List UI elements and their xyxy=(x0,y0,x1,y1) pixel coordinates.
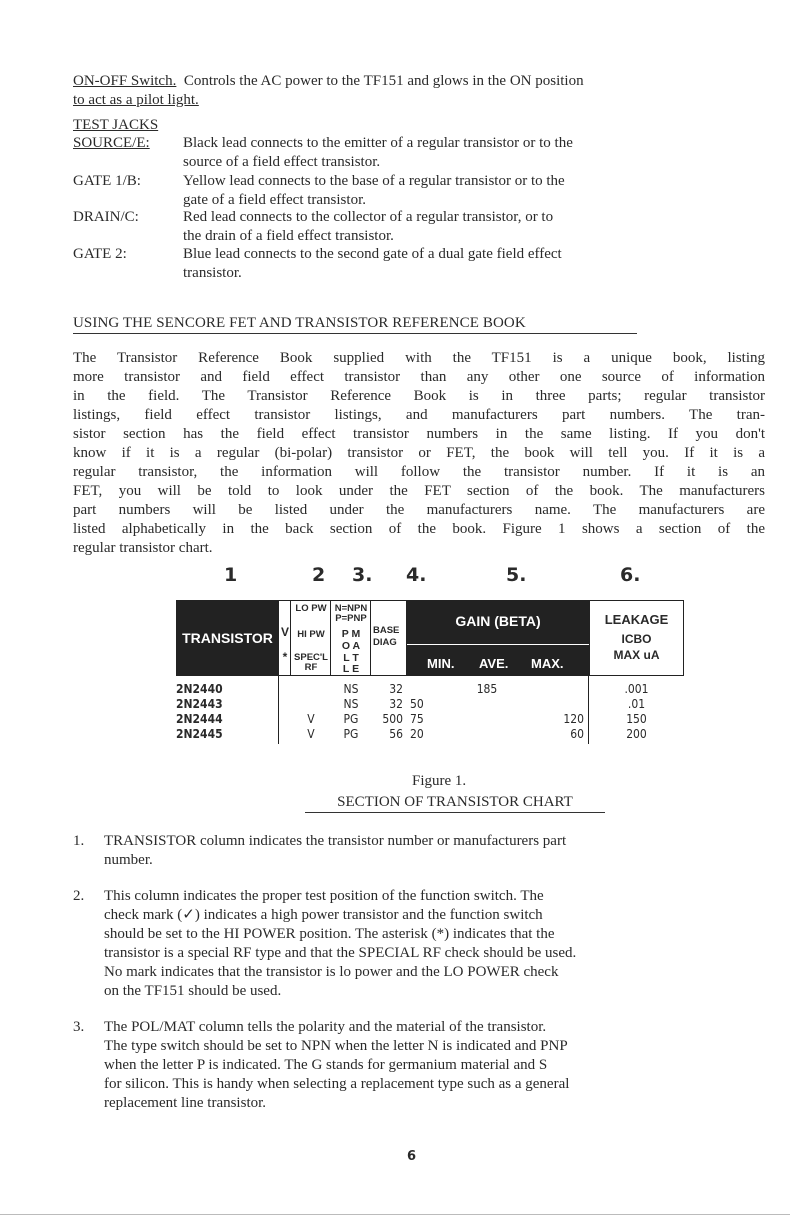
list-line: number. xyxy=(104,852,153,868)
list-line: TRANSISTOR column indicates the transistor number or manufacturers part xyxy=(104,833,567,849)
list-text xyxy=(104,887,764,1001)
figure-caption-label: Figure 1. xyxy=(412,773,467,789)
npn-label: N=NPN xyxy=(334,603,368,614)
cell-leakage: .01 xyxy=(627,697,646,711)
onoff-label: ON-OFF Switch. xyxy=(73,73,177,89)
reference-book-paragraph xyxy=(73,349,765,558)
list-number: 1. xyxy=(73,833,85,849)
cell-polmat: NS xyxy=(343,682,359,696)
diag-label: DIAG xyxy=(373,637,397,648)
pol-pm-label: P M xyxy=(341,628,361,640)
jack-line: transistor. xyxy=(183,265,242,281)
rf-label: RF xyxy=(304,662,318,673)
column-number: 4. xyxy=(406,564,427,586)
list-line: No mark indicates that the transistor is lo power and the LO POWER check xyxy=(104,964,559,980)
data-divider xyxy=(278,676,279,744)
list-line: when the letter P is indicated. The G stands for germanium material and S xyxy=(104,1057,548,1073)
max-ua-header: MAX uA xyxy=(613,648,660,662)
icbo-header: ICBO xyxy=(621,632,652,646)
list-line: on the TF151 should be used. xyxy=(104,983,282,999)
jack-line: Red lead connects to the collector of a regular transistor, or to xyxy=(183,209,554,225)
figure-caption-title: SECTION OF TRANSISTOR CHART xyxy=(305,793,605,813)
max-header: MAX. xyxy=(531,656,564,671)
column-number: 1 xyxy=(224,564,238,586)
jack-label: SOURCE/E: xyxy=(73,135,150,151)
list-text xyxy=(104,832,764,870)
cell-min: 50 xyxy=(410,697,424,711)
jack-description xyxy=(183,245,763,283)
jack-line: Yellow lead connects to the base of a regular transistor or to the xyxy=(183,173,565,189)
gain-header-block xyxy=(407,600,589,676)
jack-description xyxy=(183,172,763,210)
cell-leakage: 200 xyxy=(626,727,647,741)
cell-polmat: NS xyxy=(343,697,359,711)
cell-min: 20 xyxy=(410,727,424,741)
list-number: 3. xyxy=(73,1019,85,1035)
jack-line: Black lead connects to the emitter of a regular transistor or to the xyxy=(183,135,573,151)
list-number: 2. xyxy=(73,888,85,904)
paragraph-line: FET, you will be told to look under the FET section of the book. The manufacturers xyxy=(73,483,765,499)
jack-label: DRAIN/C: xyxy=(73,209,139,225)
list-line: The type switch should be set to NPN when the letter N is indicated and PNP xyxy=(104,1038,568,1054)
cell-base: 500 xyxy=(382,712,403,726)
check-mark-symbol: V xyxy=(280,625,289,639)
list-line: This column indicates the proper test position of the function switch. The xyxy=(104,888,544,904)
cell-polmat: PG xyxy=(343,727,359,741)
paragraph-line: listings, field effect transistor listings, and manufacturers part numbers. The tran- xyxy=(73,407,765,423)
jack-description xyxy=(183,134,763,172)
gain-header: GAIN (BETA) xyxy=(455,613,541,629)
list-text xyxy=(104,1018,764,1113)
test-jacks-heading: TEST JACKS xyxy=(73,117,159,133)
jack-line: source of a field effect transistor. xyxy=(183,154,381,170)
section-heading: USING THE SENCORE FET AND TRANSISTOR REFERENCE BOOK xyxy=(73,314,637,334)
cell-transistor: 2N2440 xyxy=(176,682,223,696)
hi-pw-label: HI PW xyxy=(297,629,325,640)
pol-le-label: L E xyxy=(342,663,360,675)
onoff-text-2: to act as a pilot light. xyxy=(73,92,199,108)
cell-transistor: 2N2445 xyxy=(176,727,223,741)
column-number: 3. xyxy=(352,564,373,586)
list-line: for silicon. This is handy when selecting a replacement type such as a general xyxy=(104,1076,570,1092)
gain-divider xyxy=(407,644,589,645)
paragraph-line: more transistor and field effect transistor than any other one source of information xyxy=(73,369,765,385)
specl-label: SPEC'L xyxy=(294,652,328,663)
pol-lt-label: L T xyxy=(343,652,359,664)
page-number: 6 xyxy=(407,1149,417,1164)
cell-ave: 185 xyxy=(476,682,498,696)
paragraph-line: in the field. The Transistor Reference Book is in three parts; regular transistor xyxy=(73,388,765,404)
cell-transistor: 2N2444 xyxy=(176,712,223,726)
jack-label: GATE 1/B: xyxy=(73,173,141,189)
list-line: check mark (✓) indicates a high power transistor and the function switch xyxy=(104,907,543,923)
jack-line: gate of a field effect transistor. xyxy=(183,192,366,208)
cell-mode: V xyxy=(307,712,315,726)
cell-base: 32 xyxy=(389,697,403,711)
ave-header: AVE. xyxy=(479,656,509,671)
paragraph-line: know if it is a regular (bi-polar) transistor or FET, the book will tell you. If it is a xyxy=(73,445,765,461)
transistor-header: TRANSISTOR xyxy=(176,600,279,676)
list-line: should be set to the HI POWER position. The asterisk (*) indicates that the xyxy=(104,926,555,942)
paragraph-line: regular transistor chart. xyxy=(73,540,213,556)
min-header: MIN. xyxy=(427,656,455,671)
pnp-label: P=PNP xyxy=(335,613,367,624)
onoff-paragraph xyxy=(73,72,765,110)
jack-description xyxy=(183,208,763,246)
cell-min: 75 xyxy=(410,712,424,726)
column-number: 2 xyxy=(312,564,326,586)
cell-transistor: 2N2443 xyxy=(176,697,223,711)
onoff-text-1: Controls the AC power to the TF151 and glows in the ON position xyxy=(183,73,584,89)
bottom-rule xyxy=(0,1214,790,1215)
transistor-chart-figure xyxy=(172,566,692,758)
cell-leakage: .001 xyxy=(624,682,649,696)
list-line: The POL/MAT column tells the polarity and the material of the transistor. xyxy=(104,1019,547,1035)
cell-leakage: 150 xyxy=(626,712,647,726)
jack-label: GATE 2: xyxy=(73,246,127,262)
cell-base: 32 xyxy=(389,682,403,696)
paragraph-line: part numbers will be listed under the manufacturers name. The manufacturers are xyxy=(73,502,765,518)
list-line: transistor is a special RF type and that the SPECIAL RF check should be used. xyxy=(104,945,577,961)
column-number: 6. xyxy=(620,564,641,586)
paragraph-line: regular transistor, the information will follow the transistor number. If it is an xyxy=(73,464,765,480)
asterisk-symbol: * xyxy=(282,650,288,664)
cell-max: 120 xyxy=(563,712,584,726)
cell-polmat: PG xyxy=(343,712,359,726)
jack-line: the drain of a field effect transistor. xyxy=(183,228,394,244)
paragraph-line: sistor section has the field effect transistor numbers in the same listing. If you don't xyxy=(73,426,765,442)
lo-pw-label: LO PW xyxy=(295,603,327,614)
jack-line: Blue lead connects to the second gate of a dual gate field effect xyxy=(183,246,562,262)
cell-mode: V xyxy=(307,727,315,741)
paragraph-line: listed alphabetically in the back section of the book. Figure 1 shows a section of the xyxy=(73,521,765,537)
pol-oa-label: O A xyxy=(341,640,361,652)
paragraph-line: The Transistor Reference Book supplied with the TF151 is a unique book, listing xyxy=(73,350,765,366)
base-label: BASE xyxy=(373,625,400,636)
leakage-header: LEAKAGE xyxy=(604,612,669,627)
cell-max: 60 xyxy=(570,727,584,741)
column-number: 5. xyxy=(506,564,527,586)
list-line: replacement line transistor. xyxy=(104,1095,267,1111)
cell-base: 56 xyxy=(389,727,403,741)
